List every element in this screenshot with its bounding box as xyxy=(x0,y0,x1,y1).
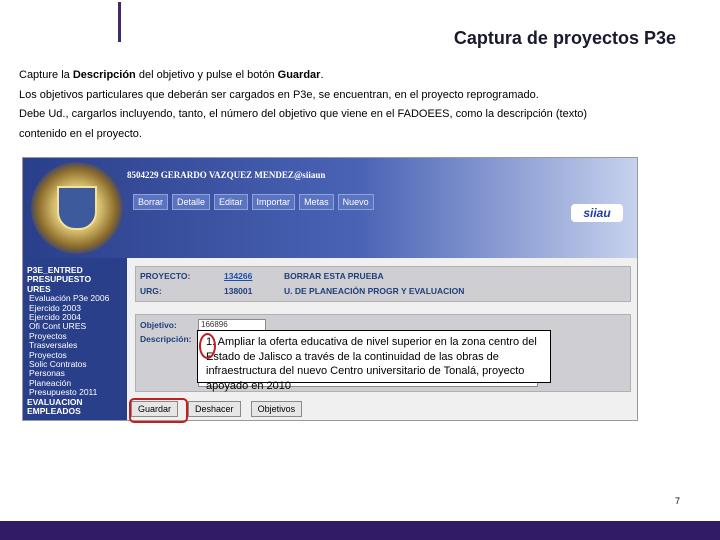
menu-item[interactable]: PRESUPUESTO xyxy=(27,274,92,285)
proyecto-name: BORRAR ESTA PRUEBA xyxy=(284,271,384,281)
importar-button[interactable]: Importar xyxy=(252,194,296,210)
objetivo-label: Objetivo: xyxy=(140,320,177,330)
urg-label: URG: xyxy=(140,286,162,296)
editar-button[interactable]: Editar xyxy=(214,194,248,210)
menu-item[interactable]: Trasversales xyxy=(29,340,78,351)
guardar-button[interactable]: Guardar xyxy=(131,401,178,417)
nuevo-button[interactable]: Nuevo xyxy=(338,194,374,210)
menu-item[interactable]: Ofi Cont URES xyxy=(29,321,87,332)
menu-item[interactable]: Proyectos xyxy=(29,349,67,360)
description-callout xyxy=(197,330,551,392)
instruction-keyword-guardar: Guardar xyxy=(277,69,321,81)
menu-item[interactable]: Solic Contratos xyxy=(29,359,87,370)
menu-item[interactable]: Proyectos xyxy=(29,330,67,341)
menu-item[interactable]: Ejercido 2004 xyxy=(29,312,81,323)
app-banner xyxy=(23,158,637,258)
menu-item[interactable]: URES xyxy=(27,283,51,294)
detalle-button[interactable]: Detalle xyxy=(172,194,210,210)
title-divider xyxy=(118,2,121,42)
instruction-text: del objetivo y pulse el botón xyxy=(135,69,278,81)
instructions xyxy=(19,66,699,144)
urg-name: U. DE PLANEACIÓN PROGR Y EVALUACION xyxy=(284,286,465,296)
siiau-logo: siiau xyxy=(571,204,623,222)
guardar-highlight xyxy=(129,398,188,423)
menu-item[interactable]: EMPLEADOS xyxy=(27,406,81,417)
proyecto-label: PROYECTO: xyxy=(140,271,191,281)
number-highlight xyxy=(199,333,216,359)
university-crest-icon xyxy=(31,162,123,254)
proyecto-row xyxy=(140,271,384,281)
page-number: 7 xyxy=(674,496,680,506)
descripcion-label: Descripción: xyxy=(140,334,192,344)
description-text: 1. Ampliar la oferta educativa de nivel superior en la zona centro del Estado de Jalisco a través de la continuidad de las obras de infraestructura del nuevo Centro universitario de Tonalá, proyecto apoyado en 2010 xyxy=(206,336,537,392)
side-menu xyxy=(23,258,127,420)
menu-item[interactable]: Presupuesto 2011 xyxy=(29,387,98,398)
objetivo-field[interactable]: 166896 xyxy=(198,319,266,331)
instruction-line-1 xyxy=(19,66,699,86)
instruction-keyword-descripcion: Descripción xyxy=(72,69,136,81)
instruction-text: . xyxy=(320,69,324,81)
instruction-line-3: Debe Ud., cargarlos incluyendo, tanto, el número del objetivo que viene en el FADOEES, como la descripción (texto) xyxy=(19,108,588,120)
menu-item[interactable]: P3E_ENTRED xyxy=(27,265,83,275)
urg-code: 138001 xyxy=(224,286,253,296)
urg-row xyxy=(140,286,464,296)
proyecto-code-link[interactable]: 134266 xyxy=(224,271,253,281)
instruction-line-2: Los objetivos particulares que deberán ser cargados en P3e, se encuentran, en el proyecto reprogramado. xyxy=(19,88,539,101)
footer-bar xyxy=(0,521,720,540)
menu-item[interactable]: Personas xyxy=(29,368,65,379)
borrar-button[interactable]: Borrar xyxy=(133,194,168,210)
project-info-panel xyxy=(135,266,631,302)
menu-item[interactable]: EVALUACION xyxy=(27,396,83,407)
toolbar xyxy=(133,194,374,210)
metas-button[interactable]: Metas xyxy=(299,194,334,210)
instruction-line-4: contenido en el proyecto. xyxy=(19,127,142,140)
menu-item[interactable]: Planeación xyxy=(29,377,72,388)
instruction-text: Capture la xyxy=(19,69,73,81)
menu-item[interactable]: Ejercido 2003 xyxy=(29,302,81,313)
objetivos-button[interactable]: Objetivos xyxy=(251,401,303,417)
menu-item[interactable]: Evaluación P3e 2006 xyxy=(29,293,110,304)
deshacer-button[interactable]: Deshacer xyxy=(188,401,241,417)
user-label: 8504229 GERARDO VAZQUEZ MENDEZ@siiaun xyxy=(127,170,326,180)
slide-title: Captura de proyectos P3e xyxy=(453,28,676,48)
